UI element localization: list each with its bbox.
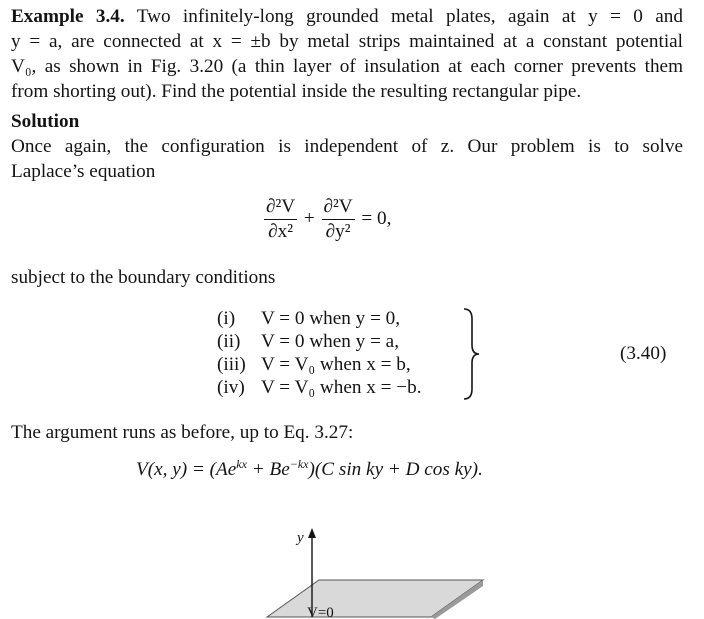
example-label: Example 3.4. [11, 6, 125, 27]
solution-lhs: V(x, y) = (Ae [136, 459, 237, 480]
y-axis-arrow-icon [308, 528, 316, 538]
example-text-1: Two infinitely-long grounded metal plates, again at y = 0 and [136, 6, 683, 27]
condition-roman: (iii) [217, 354, 246, 375]
argument-line: The argument runs as before, up to Eq. 3.27: [11, 422, 354, 443]
subject-line: subject to the boundary conditions [11, 267, 276, 288]
condition-text: V = 0 when y = a, [261, 331, 399, 352]
grounded-plate [267, 580, 483, 617]
solution-line-2: Laplace’s equation [11, 161, 156, 182]
condition-roman: (ii) [217, 331, 241, 352]
laplace-equation [262, 196, 391, 243]
exponent-minus-kx: −kx [289, 457, 309, 471]
y-axis-label: y [297, 530, 304, 546]
equation-rhs: = 0, [361, 207, 392, 229]
condition-row [217, 353, 411, 376]
solution-line-1: Once again, the configuration is independent of z. Our problem is to solve [11, 136, 683, 157]
condition-row [217, 330, 399, 353]
condition-text: V = V₀ when x = −b. [261, 377, 422, 398]
condition-text: V = V₀ when x = b, [261, 354, 411, 375]
solution-heading: Solution [11, 111, 80, 132]
condition-roman: (i) [217, 308, 236, 329]
plus-sign: + [303, 207, 315, 229]
equation-number: (3.40) [620, 343, 667, 364]
condition-roman: (iv) [217, 377, 245, 398]
fraction-numerator: ∂²V [264, 196, 297, 220]
fraction-denominator: ∂y² [325, 221, 351, 242]
example-line-2: y = a, are connected at x = ±b by metal strips maintained at a constant potential [11, 31, 683, 52]
fraction-numerator: ∂²V [322, 196, 355, 220]
condition-text: V = 0 when y = 0, [261, 308, 401, 329]
fraction-d2v-dy2 [322, 196, 355, 243]
plate-potential-label: V=0 [307, 605, 334, 619]
condition-row [217, 307, 400, 330]
example-line-4: from shorting out). Find the potential inside the resulting rectangular pipe. [11, 81, 582, 102]
fraction-denominator: ∂x² [268, 221, 293, 242]
exponent-kx: kx [236, 457, 247, 471]
general-solution-equation [136, 459, 483, 481]
right-brace [462, 307, 482, 401]
figure-3-20 [255, 520, 495, 619]
solution-rhs: )(C sin ky + D cos ky). [308, 459, 483, 480]
solution-mid: + Be [246, 459, 290, 480]
fraction-d2v-dx2 [264, 196, 297, 243]
example-line-1 [11, 5, 683, 29]
example-line-3: V₀, as shown in Fig. 3.20 (a thin layer of insulation at each corner prevents them [11, 56, 683, 77]
condition-row [217, 376, 422, 399]
